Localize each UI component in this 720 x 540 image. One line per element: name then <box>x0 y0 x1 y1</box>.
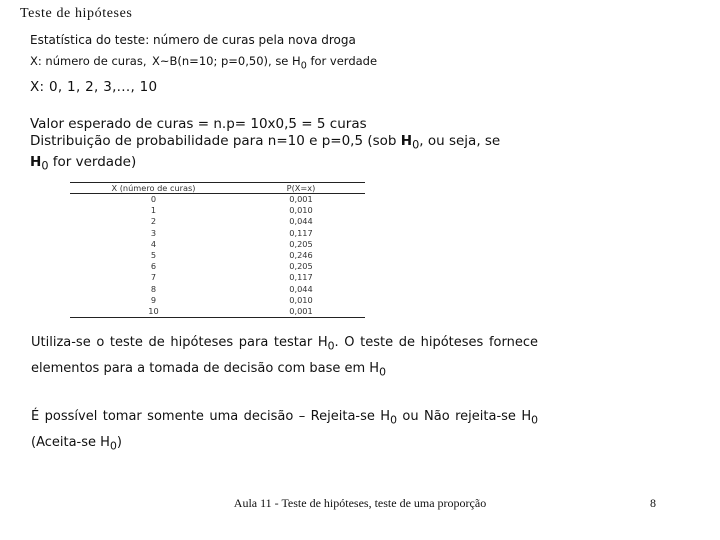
expected-value-line: Valor esperado de curas = n.p= 10x0,5 = 5 curas <box>30 116 367 132</box>
table-header-row <box>70 183 365 194</box>
table-cell-x: 0 <box>150 194 157 204</box>
p2-line1-sub: 0 <box>390 413 397 427</box>
footer-text: Aula 11 - Teste de hipóteses, teste de uma proporção <box>233 496 487 510</box>
x-distribution-suffix: for verdade <box>306 54 378 68</box>
table-header-x: X (número de curas) <box>70 183 237 194</box>
page-number: 8 <box>650 496 656 510</box>
table-cell-p: 0,205 <box>289 261 313 272</box>
table-row <box>70 239 365 250</box>
p1-line1-sub: 0 <box>327 339 335 353</box>
p2-line2-suffix: ) <box>116 435 122 450</box>
dist-mid: , ou seja, se <box>419 133 501 149</box>
table-row <box>70 216 365 227</box>
slide-title: Teste de hipóteses <box>20 6 133 21</box>
table-row <box>70 250 365 261</box>
table-row <box>70 261 365 272</box>
p2-line1-mid: ou Não rejeita-se H <box>396 409 532 424</box>
dist-prefix: Distribuição de probabilidade para n=10 e p=0,5 (sob <box>30 133 401 149</box>
p2-line1-sub2: 0 <box>531 413 538 427</box>
table-cell-p: 0,044 <box>289 283 313 294</box>
p1-line1-suffix: . O teste de hipóteses fornece <box>334 335 538 350</box>
table-cell-x: 8 <box>150 283 157 294</box>
table-cell-x: 2 <box>150 216 157 227</box>
table-row <box>70 205 365 216</box>
p1-line2-prefix: elementos para a tomada de decisão com base em H <box>31 361 380 376</box>
table-cell-x: 1 <box>150 205 157 216</box>
table-cell-p: 0,117 <box>289 272 313 283</box>
p2-line1-prefix: É possível tomar somente uma decisão – Rejeita-se H <box>31 409 391 424</box>
table-cell-p: 0,010 <box>289 294 313 305</box>
table-header-p: P(X=x) <box>237 183 365 194</box>
paragraph-1-line-1 <box>31 335 538 353</box>
table-row <box>70 228 365 239</box>
table-row <box>70 284 365 295</box>
table-cell-x: 7 <box>150 272 157 283</box>
table-cell-x: 3 <box>150 227 157 238</box>
x-definition: X: número de curas, <box>30 54 147 68</box>
table-row <box>70 272 365 283</box>
dist-h: H <box>400 133 413 149</box>
x-distribution-prefix: X~B(n=10; p=0,50), se H <box>152 54 301 68</box>
probability-table <box>70 182 365 318</box>
table-cell-p: 0,001 <box>289 194 313 204</box>
dist-suffix: for verdade) <box>48 153 137 170</box>
x-distribution <box>152 54 377 71</box>
dist-h2: H <box>30 153 42 170</box>
dist-sub2: 0 <box>41 159 49 173</box>
table-cell-p: 0,205 <box>289 238 313 249</box>
paragraph-2-line-1 <box>31 409 538 427</box>
x-distribution-sub: 0 <box>300 60 307 72</box>
table-row <box>70 194 365 206</box>
test-statistic-line: Estatística do teste: número de curas pela nova droga <box>30 33 356 47</box>
table-cell-x: 6 <box>150 261 157 272</box>
paragraph-1-line-2 <box>31 361 538 379</box>
distribution-line <box>30 133 510 174</box>
table-cell-p: 0,001 <box>237 306 365 318</box>
paragraph-2-line-2 <box>31 435 538 453</box>
table-row <box>70 295 365 306</box>
table-cell-x: 4 <box>150 238 157 249</box>
x-values: X: 0, 1, 2, 3,..., 10 <box>30 79 158 95</box>
p2-line2-sub: 0 <box>109 439 117 453</box>
p2-line2-prefix: (Aceita-se H <box>31 435 110 450</box>
table-cell-x: 10 <box>70 306 237 318</box>
table-cell-p: 0,117 <box>289 227 313 238</box>
table-cell-p: 0,044 <box>289 216 313 227</box>
table-row <box>70 306 365 318</box>
p1-line2-sub: 0 <box>379 365 386 379</box>
table-cell-x: 9 <box>150 294 157 305</box>
dist-sub: 0 <box>412 138 420 152</box>
table-cell-p: 0,246 <box>289 250 313 261</box>
p1-line1-prefix: Utiliza-se o teste de hipóteses para testar H <box>31 335 328 350</box>
table-cell-x: 5 <box>150 250 157 261</box>
table-cell-p: 0,010 <box>289 205 313 216</box>
